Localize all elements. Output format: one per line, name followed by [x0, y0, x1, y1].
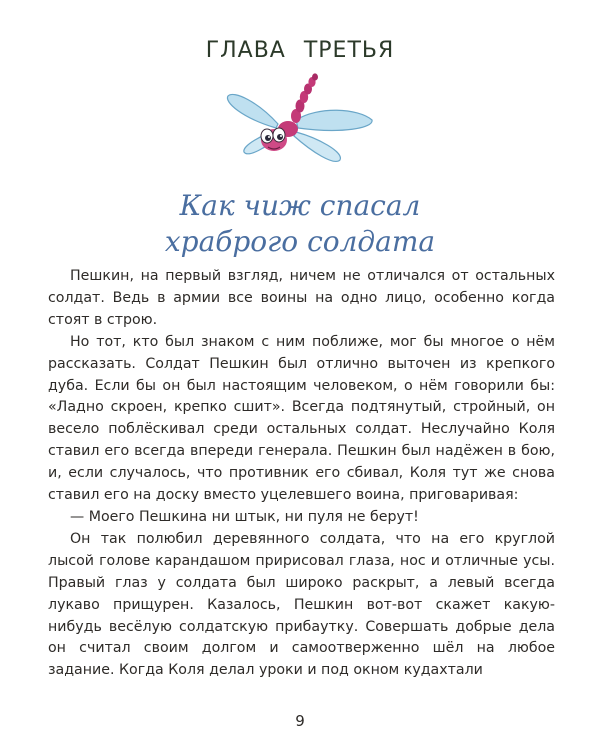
- story-title: [0, 188, 600, 260]
- dragonfly-wing-upper-left: [227, 94, 278, 128]
- story-title-line-1: Как чиж спасал: [179, 189, 421, 222]
- paragraph: — Моего Пешкина ни штык, ни пуля не берут!: [70, 508, 419, 525]
- dragonfly-wing-upper-right: [296, 110, 372, 130]
- chapter-heading: ГЛАВА ТРЕТЬЯ: [205, 38, 395, 63]
- story-body: [48, 266, 555, 682]
- paragraph: Он так полюбил деревянного солдата, что на его круглой лысой голове карандашом пририсовал глаза, нос и отличные усы. Правый глаз у солдата был широко раскрыт, а левый всегда лукаво прищурен. Казалось, Пешкин вот-вот скажет какую-нибудь весёлую солдатскую прибаутку. Совершать добрые дела он считал своим долгом и самоотверженно шёл на любое задание. Когда Коля делал уроки и под окном кудахтали: [48, 530, 555, 679]
- story-title-line-2: храброго солдата: [164, 225, 436, 258]
- paragraph: Пешкин, на первый взгляд, ничем не отличался от остальных солдат. Ведь в армии все воины на одно лицо, особенно когда стоят в строю.: [48, 268, 555, 328]
- dragonfly-wing-lower-right: [294, 132, 340, 161]
- dragonfly-icon: [222, 72, 382, 172]
- page-number: 9: [295, 712, 305, 730]
- paragraph: Но тот, кто был знаком с ним поближе, мог бы многое о нём рассказать. Солдат Пешкин был отлично выточен из крепкого дуба. Если бы он был настоящим человеком, о нём говорили бы: «Ладно скроен, крепко сшит». Всегда подтянутый, стройный, он весело поблёскивал среди остальных солдат. Неслучайно Коля ставил его всегда впереди генерала. Пешкин был надёжен в бою, и, если случалось, что противник его сбивал, Коля тут же снова ставил его на доску вместо уцелевшего воина, приговаривая:: [48, 333, 555, 504]
